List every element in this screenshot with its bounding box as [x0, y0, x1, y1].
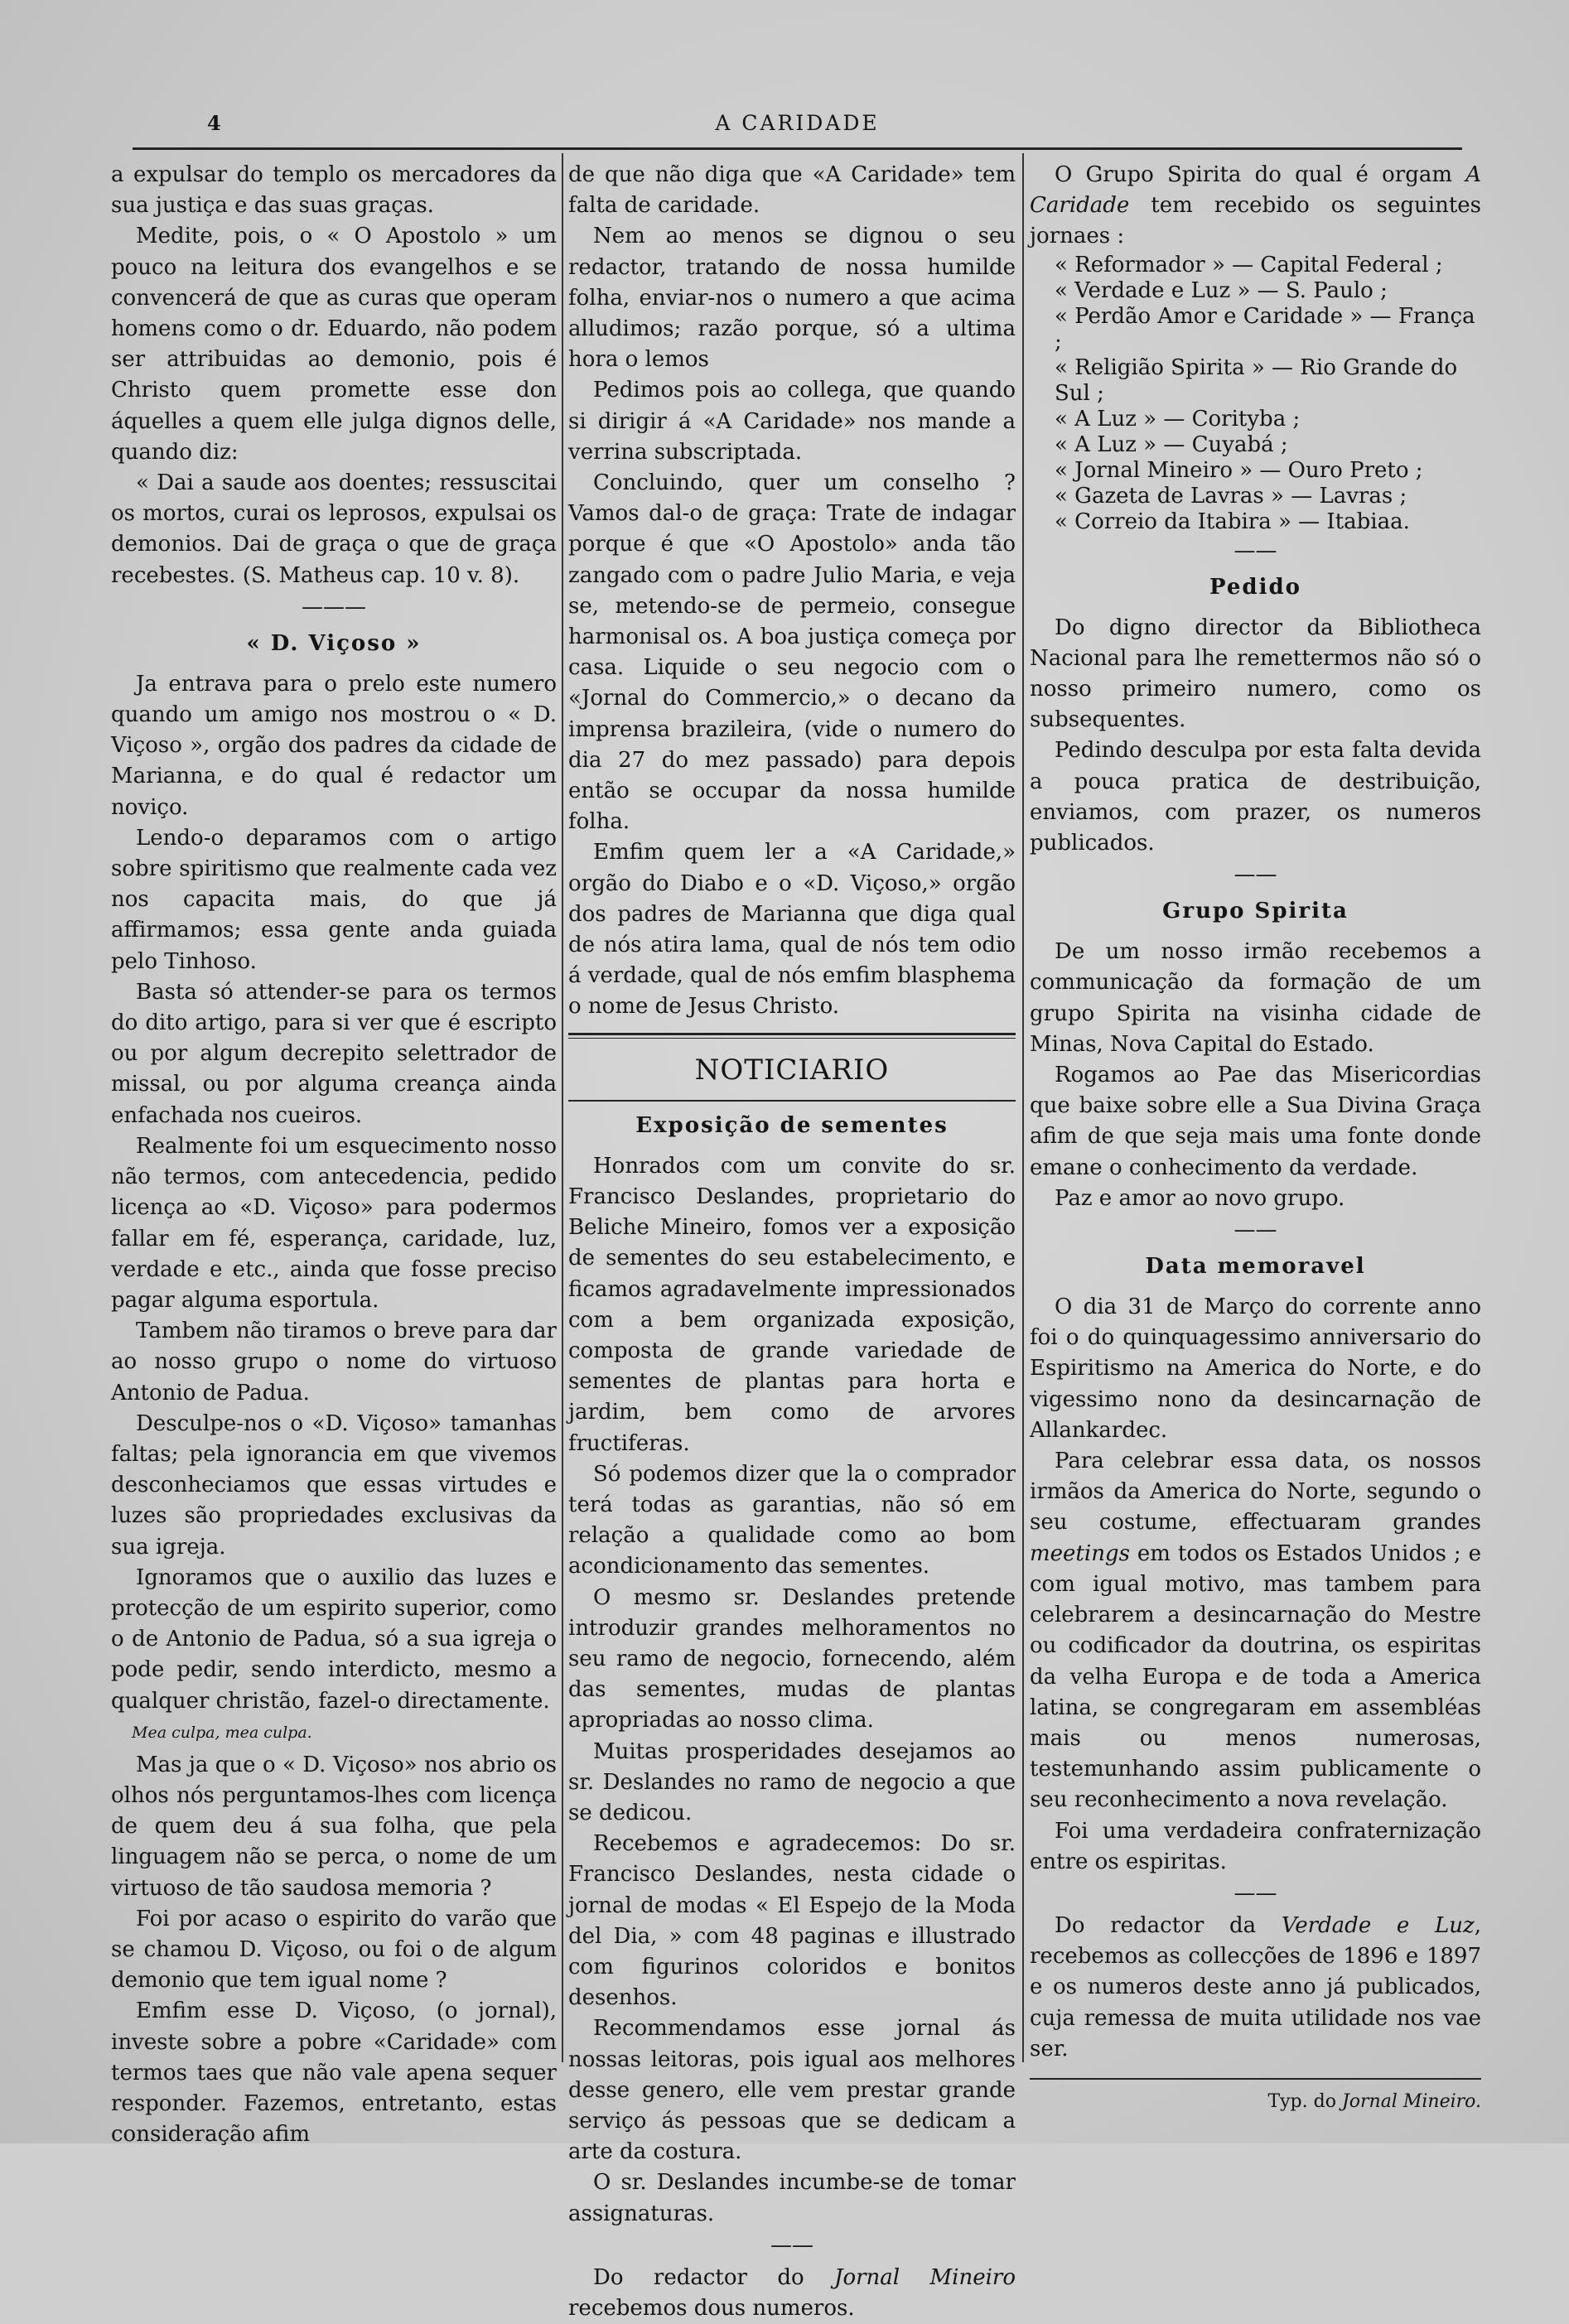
paragraph: Desculpe-nos o «D. Viçoso» tamanhas faltas; pela ignorancia em que vivemos desconheciamos que essas virtudes e luzes são propriedades exclusivas da sua igreja.	[111, 1410, 557, 1560]
quotation: « Dai a saude aos doentes; ressuscitai os mortos, curai os leprosos, expulsai os demonios. Dai de graça o que de graça recebestes. (S. Matheus cap. 10 v. 8).	[111, 470, 557, 588]
paragraph: Tambem não tiramos o breve para dar ao nosso grupo o nome do virtuoso Antonio de Padua.	[111, 1319, 557, 1405]
paragraph: Realmente foi um esquecimento nosso não termos, com antecedencia, pedido licença ao «D. Viçoso» para podermos fallar em fé, esperança, caridade, luz, verdade e etc., ainda que fosse preciso pagar alguma esportula.	[111, 1133, 557, 1313]
text: Typ. do	[1267, 2090, 1342, 2112]
paragraph: Medite, pois, o « O Apostolo » um pouco na leitura dos evangelhos e se convencerá de que as curas que operam homens como o dr. Eduardo, não podem ser attribuidas ao demonio, pois é Christo quem promette esse don áquelles a quem elle julga dignos delle, quando diz:	[111, 224, 557, 465]
paragraph: O mesmo sr. Deslandes pretende introduzir grandes melhoramentos no seu ramo de negocio, fornecendo, além das sementes, mudas de plantas apropriadas ao nosso clima.	[568, 1584, 1016, 1733]
paragraph: Mas ja que o « D. Viçoso» nos abrio os olhos nós perguntamos-lhes com licença de quem deu á sua folha, que pela linguagem não se perca, o nome de um virtuoso de tão saudosa memoria ?	[111, 1752, 557, 1901]
paragraph: Emfim esse D. Viçoso, (o jornal), investe sobre a pobre «Caridade» com termos taes que não vale apena sequer responder. Fazemos, entretanto, estas consideração afim	[111, 1999, 557, 2148]
text: recebemos dous numeros.	[568, 2296, 855, 2321]
text: Do redactor do	[593, 2264, 835, 2290]
header-rule	[133, 147, 1462, 150]
printer-imprint	[1030, 2091, 1481, 2112]
section-rule	[568, 1033, 1016, 1039]
paragraph: Concluindo, quer um conselho ? Vamos dal-o de graça: Trate de indagar porque é que «O Apostolo» anda tão zangado com o padre Julio Maria, e veja se, metendo-se de permeio, consegue harmonisal os. A boa justiça começa por casa. Liquide o seu negocio com o «Jornal do Commercio,» o decano da imprensa brazileira, (vide o numero do dia 27 do mez passado) para depois então se occupar da nossa humilde folha.	[568, 470, 1016, 835]
journal-list-item: « Reformador » — Capital Federal ;	[1055, 252, 1443, 277]
journal-list-item: « Perdão Amor e Caridade » — França ;	[1055, 303, 1475, 354]
journal-list-item: « A Luz » — Corityba ;	[1055, 406, 1301, 432]
paragraph: O sr. Deslandes incumbe-se de tomar assignaturas.	[568, 2170, 1016, 2226]
paragraph	[1030, 1446, 1481, 1815]
text: tem recebido os seguintes jornaes :	[1030, 193, 1481, 249]
paragraph: Rogamos ao Pae das Misericordias que baixe sobre elle a Sua Divina Graça afim de que seja mais uma fonte donde emane o conhecimento da verdade.	[1030, 1063, 1481, 1180]
paragraph: Foi por acaso o espirito do varão que se chamou D. Viçoso, ou foi o de algum demonio que tem igual nome ?	[111, 1906, 557, 1994]
journal-list-item: « Jornal Mineiro » — Ouro Preto ;	[1055, 457, 1423, 483]
paragraph: Ja entrava para o prelo este numero quando um amigo nos mostrou o « D. Viçoso », orgão dos padres da cidade de Marianna, e do qual é redactor um noviço.	[111, 671, 557, 820]
paragraph: Emfim quem ler a «A Caridade,» orgão do Diabo e o «D. Viçoso,» orgão dos padres de Marianna que diga qual de nós atira lama, qual de nós tem odio á verdade, qual de nós emfim blasphema o nome de Jesus Christo.	[568, 840, 1016, 1020]
separator: ——	[1233, 1880, 1277, 1906]
italic-title: A Caridade	[1030, 162, 1481, 219]
paragraph: De um nosso irmão recebemos a communicação da formação de um grupo Spirita na visinha cidade de Minas, Nova Capital do Estado.	[1030, 939, 1481, 1057]
paragraph: Lendo-o deparamos com o artigo sobre spiritismo que realmente cada vez nos capacita mais, do que já affirmamos; essa gente anda guiada pelo Tinhoso.	[111, 825, 557, 974]
section-rule	[568, 1100, 1016, 1102]
journal-list-item: « Correio da Itabira » — Itabiaa.	[1055, 509, 1410, 534]
separator: ———	[302, 594, 366, 620]
separator: ——	[1233, 1217, 1277, 1243]
article-heading: « D. Viçoso »	[246, 630, 422, 656]
paragraph: Só podemos dizer que la o comprador terá todas as garantias, não só em relação a qualidade como ao bom acondicionamento das sementes.	[568, 1461, 1016, 1579]
paragraph: Paz e amor ao novo grupo.	[1055, 1185, 1345, 1211]
page-header	[133, 104, 1462, 151]
paragraph: Pedindo desculpa por esta falta devida a pouca pratica de destribuição, enviamos, com prazer, os numeros publicados.	[1030, 738, 1481, 856]
page-number: 4	[207, 111, 221, 135]
paragraph	[1030, 1911, 1481, 2065]
separator: ——	[770, 2232, 813, 2258]
paragraph: Honrados com um convite do sr. Francisco Deslandes, proprietario do Beliche Mineiro, fomos ver a exposição de sementes do seu estabelecimento, e ficamos agradavelmente impressionados com a bem organizada exposição, composta de grande variedade de sementes de plantas para horta e jardim, bem como de arvores fructiferas.	[568, 1153, 1016, 1456]
journal-list-item: « Religião Spirita » — Rio Grande do Sul ;	[1055, 354, 1458, 406]
paragraph	[1030, 160, 1481, 253]
text: em todos os Estados Unidos ; e com igual motivo, mas tambem para celebrarem a desincarnação do Mestre ou codificador da doutrina, os espiritas da velha Europa e de toda a America latina, se congregaram em assembléas mais ou menos numerosas, testemunhando assim publicamente o seu reconhecimento a nova revelação.	[1030, 1540, 1481, 1813]
italic-title: Verdade e Luz	[1281, 1912, 1475, 1938]
column-3	[1030, 160, 1481, 2112]
paragraph: Ignoramos que o auxilio das luzes e protecção de um espirito superior, como o de Antonio de Padua, só a sua igreja o pode pedir, sendo interdicto, mesmo a qualquer christão, fazel-o directamente.	[111, 1565, 557, 1714]
journal-title: A CARIDADE	[715, 111, 880, 135]
article-heading: Exposição de sementes	[635, 1112, 949, 1138]
article-heading: Pedido	[1209, 574, 1301, 600]
paragraph: Do digno director da Bibliotheca Nacional para lhe remettermos não só o nosso primeiro numero, como os subsequentes.	[1030, 615, 1481, 733]
text: , recebemos as collecções de 1896 e 1897 e os numeros deste anno já publicados, cuja remessa de muita utilidade nos vae ser.	[1030, 1912, 1481, 2061]
paragraph: Basta só attender-se para os termos do dito artigo, para si ver que é escripto ou por algum decrepito selettrador de missal, ou por alguma creança ainda enfachada nos cueiros.	[111, 979, 557, 1128]
italic-title: Jornal Mineiro	[834, 2264, 1016, 2290]
column-2	[568, 160, 1016, 2321]
separator: ——	[1233, 538, 1277, 563]
paragraph: O dia 31 de Março do corrente anno foi o do quinquagessimo anniversario do Espiritismo na America do Norte, e do vigessimo nono da desincarnação de Allankardec.	[1030, 1295, 1481, 1443]
journal-list-item: « A Luz » — Cuyabá ;	[1055, 432, 1288, 457]
paragraph: Nem ao menos se dignou o seu redactor, tratando de nossa humilde folha, enviar-nos o numero a que acima alludimos; razão porque, só a ultima hora o lemos	[568, 224, 1016, 373]
paragraph: Muitas prosperidades desejamos ao sr. Deslandes no ramo de negocio a que se dedicou.	[568, 1738, 1016, 1825]
paragraph	[568, 2263, 1016, 2324]
paragraph: Pedimos pois ao collega, que quando si dirigir á «A Caridade» nos mande a verrina subscriptada.	[568, 378, 1016, 465]
italic-word: meetings	[1030, 1540, 1130, 1566]
imprint-rule	[1030, 2078, 1481, 2080]
text: Do redactor da	[1055, 1912, 1282, 1938]
journal-list-item: « Verdade e Luz » — S. Paulo ;	[1055, 277, 1388, 303]
article-heading: Data memoravel	[1145, 1254, 1366, 1280]
paragraph: de que não diga que «A Caridade» tem falta de caridade.	[568, 162, 1016, 219]
paragraph: Foi uma verdadeira confraternização entre os espiritas.	[1030, 1818, 1481, 1874]
column-1	[111, 160, 557, 2148]
article-heading: Grupo Spirita	[1162, 899, 1349, 924]
paragraph: Recebemos e agradecemos: Do sr. Francisco Deslandes, nesta cidade o jornal de modas « El Espejo de la Moda del Dia, » com 48 paginas e illustrado com figurinos coloridos e bonitos desenhos.	[568, 1831, 1016, 2011]
paragraph: Recommendamos esse jornal ás nossas leitoras, pois igual aos melhores desse genero, elle vem prestar grande serviço ás pessoas que se dedicam a arte da costura.	[568, 2016, 1016, 2165]
italic-title: Jornal Mineiro.	[1341, 2090, 1481, 2112]
signature-line: Mea culpa, mea culpa.	[132, 1723, 312, 1742]
column-divider	[562, 153, 563, 2062]
paragraph: a expulsar do templo os mercadores da sua justiça e das suas graças.	[111, 162, 557, 219]
column-divider	[1022, 153, 1024, 2062]
separator: ——	[1233, 862, 1277, 888]
journal-list-item: « Gazeta de Lavras » — Lavras ;	[1055, 483, 1407, 509]
section-title: NOTICIARIO	[694, 1053, 890, 1087]
text: Para celebrar essa data, os nossos irmãos da America do Norte, segundo o seu costume, effectuaram grandes	[1030, 1449, 1481, 1536]
text: O Grupo Spirita do qual é orgam	[1055, 162, 1466, 187]
